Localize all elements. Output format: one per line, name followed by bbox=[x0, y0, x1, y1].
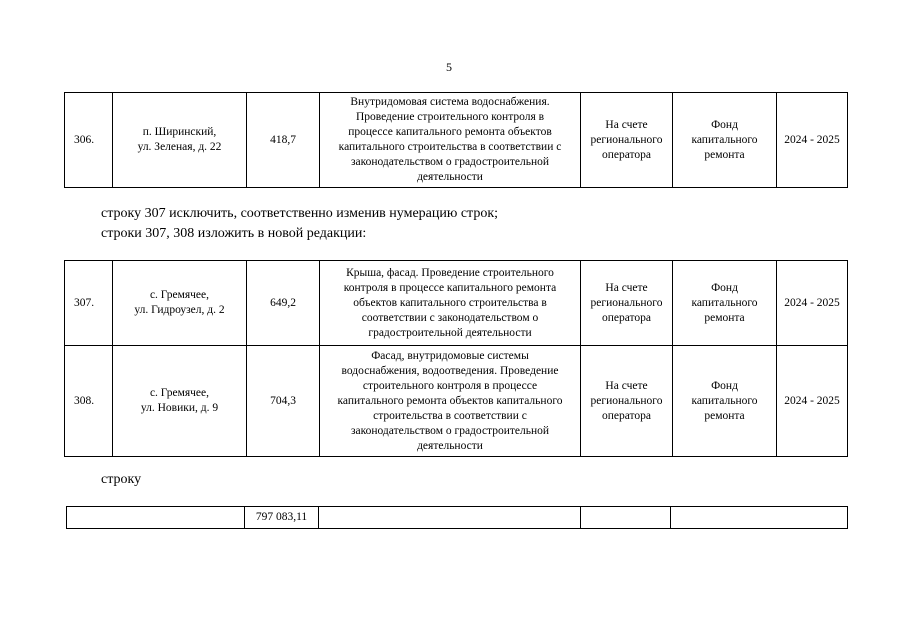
table-row-306 bbox=[64, 92, 848, 188]
works-line: процессе капитального ремонта объектов bbox=[348, 126, 552, 138]
total-empty-cell bbox=[67, 507, 245, 529]
works-line: законодательством о градостроительной bbox=[350, 156, 550, 168]
row-number: 308. bbox=[65, 346, 113, 457]
address-cell bbox=[113, 261, 247, 346]
period-cell: 2024 - 2025 bbox=[777, 261, 848, 346]
total-empty-cell bbox=[581, 507, 671, 529]
account-line: оператора bbox=[601, 311, 652, 324]
account-line: регионального bbox=[590, 133, 663, 146]
source-cell bbox=[673, 93, 777, 188]
source-cell bbox=[673, 346, 777, 457]
works-line: капитального строительства в соответствии с bbox=[338, 141, 562, 153]
account-cell bbox=[581, 93, 673, 188]
address-line: с. Гремячее, bbox=[149, 289, 210, 301]
source-line: капитального bbox=[691, 133, 758, 146]
source-line: Фонд bbox=[711, 379, 738, 392]
area-cell: 649,2 bbox=[247, 261, 320, 346]
account-line: На счете bbox=[605, 118, 648, 131]
works-line: Фасад, внутридомовые системы bbox=[371, 349, 529, 362]
works-line: объектов капитального строительства в bbox=[353, 296, 547, 309]
works-line: капитального ремонта объектов капитального bbox=[337, 394, 563, 407]
table-total-row bbox=[66, 506, 848, 529]
area-cell: 418,7 bbox=[247, 93, 320, 188]
account-line: регионального bbox=[590, 296, 663, 309]
source-line: ремонта bbox=[704, 409, 745, 422]
source-line: капитального bbox=[691, 296, 758, 309]
works-line: законодательством о градостроительной bbox=[350, 424, 550, 437]
row-number: 306. bbox=[65, 93, 113, 188]
source-line: Фонд bbox=[711, 281, 738, 294]
row-number: 307. bbox=[65, 261, 113, 346]
works-line: Проведение строительного контроля в bbox=[355, 111, 545, 123]
works-line: строительства в соответствии с bbox=[373, 409, 527, 422]
source-cell bbox=[673, 261, 777, 346]
account-cell bbox=[581, 346, 673, 457]
source-line: ремонта bbox=[704, 311, 745, 324]
address-line: с. Гремячее, bbox=[149, 387, 210, 399]
works-cell bbox=[320, 346, 581, 457]
account-line: оператора bbox=[601, 148, 652, 161]
account-line: На счете bbox=[605, 281, 648, 294]
address-line: ул. Гидроузел, д. 2 bbox=[134, 304, 225, 316]
table-row-307 bbox=[65, 261, 848, 346]
works-cell bbox=[320, 261, 581, 346]
period-cell: 2024 - 2025 bbox=[777, 346, 848, 457]
total-empty-cell bbox=[671, 507, 848, 529]
instruction-paragraph-3: строку bbox=[101, 472, 142, 487]
address-cell bbox=[113, 93, 247, 188]
source-line: ремонта bbox=[704, 148, 745, 161]
instruction-paragraph-1: строку 307 исключить, соответственно изменив нумерацию строк; bbox=[101, 206, 499, 221]
total-empty-cell bbox=[319, 507, 581, 529]
account-line: регионального bbox=[590, 394, 663, 407]
source-line: Фонд bbox=[711, 118, 738, 131]
address-line: ул. Новики, д. 9 bbox=[140, 402, 219, 414]
total-amount-cell: 797 083,11 bbox=[245, 507, 319, 529]
area-cell: 704,3 bbox=[247, 346, 320, 457]
works-line: водоснабжения, водоотведения. Проведение bbox=[341, 364, 559, 377]
works-line: Внутридомовая система водоснабжения. bbox=[350, 96, 550, 108]
address-line: п. Ширинский, bbox=[142, 126, 217, 138]
account-line: оператора bbox=[601, 409, 652, 422]
address-line: ул. Зеленая, д. 22 bbox=[137, 141, 222, 153]
table-new-rows bbox=[64, 260, 848, 457]
works-line: соответствии с законодательством о bbox=[361, 311, 539, 324]
account-line: На счете bbox=[605, 379, 648, 392]
table-row-308 bbox=[65, 346, 848, 457]
works-line: контроля в процессе капитального ремонта bbox=[343, 281, 557, 294]
works-line: Крыша, фасад. Проведение строительного bbox=[346, 266, 554, 279]
source-line: капитального bbox=[691, 394, 758, 407]
period-cell: 2024 - 2025 bbox=[777, 93, 848, 188]
address-cell bbox=[113, 346, 247, 457]
works-line: строительного контроля в процессе bbox=[362, 379, 538, 392]
works-line: деятельности bbox=[417, 171, 483, 183]
works-line: градостроительной деятельности bbox=[368, 326, 532, 339]
page-number: 5 bbox=[446, 60, 452, 74]
account-cell bbox=[581, 261, 673, 346]
works-cell bbox=[320, 93, 581, 188]
instruction-paragraph-2: строки 307, 308 изложить в новой редакции: bbox=[101, 226, 367, 241]
works-line: деятельности bbox=[417, 439, 483, 452]
